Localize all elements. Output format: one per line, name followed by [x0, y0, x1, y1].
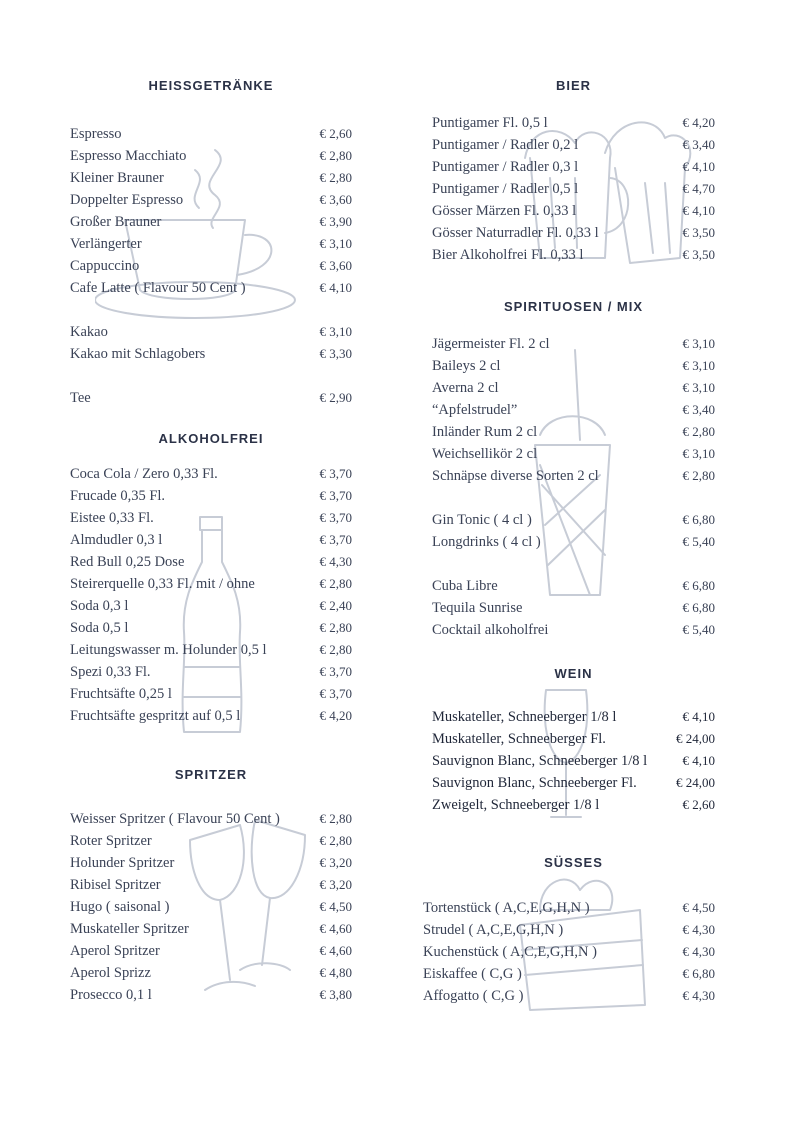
- wein-list: [432, 706, 715, 816]
- menu-item: Soda 0,3 l € 2,40: [70, 598, 352, 614]
- menu-item: Großer Brauner € 3,90: [70, 214, 352, 230]
- menu-item: Doppelter Espresso € 3,60: [70, 192, 352, 208]
- menu-item: Affogatto ( C,G ) € 4,30: [423, 988, 715, 1004]
- menu-item: Leitungswasser m. Holunder 0,5 l € 2,80: [70, 642, 352, 658]
- menu-item: Longdrinks ( 4 cl ) € 5,40: [432, 534, 715, 550]
- section-title-spritzer: SPRITZER: [174, 767, 248, 782]
- menu-item: Spezi 0,33 Fl. € 3,70: [70, 664, 352, 680]
- menu-item: “Apfelstrudel” € 3,40: [432, 402, 715, 418]
- menu-item: Prosecco 0,1 l € 3,80: [70, 987, 352, 1003]
- menu-item: Kuchenstück ( A,C,E,G,H,N ) € 4,30: [423, 944, 715, 960]
- section-title-spirituosen: SPIRITUOSEN / MIX: [503, 299, 644, 314]
- menu-item: Fruchtsäfte 0,25 l € 3,70: [70, 686, 352, 702]
- menu-item: Puntigamer Fl. 0,5 l € 4,20: [432, 115, 715, 131]
- menu-item: Kleiner Brauner € 2,80: [70, 170, 352, 186]
- menu-item: Cuba Libre € 6,80: [432, 578, 715, 594]
- menu-item: Steirerquelle 0,33 Fl. mit / ohne € 2,80: [70, 576, 352, 592]
- menu-item: Eistee 0,33 Fl. € 3,70: [70, 510, 352, 526]
- menu-item: Zweigelt, Schneeberger 1/8 l € 2,60: [432, 797, 715, 813]
- menu-item: Muskateller Spritzer € 4,60: [70, 921, 352, 937]
- spirituosen-list: [432, 333, 715, 641]
- menu-item: Cappuccino € 3,60: [70, 258, 352, 274]
- menu-item: Kakao mit Schlagobers € 3,30: [70, 346, 352, 362]
- menu-item: Tequila Sunrise € 6,80: [432, 600, 715, 616]
- menu-item: Fruchtsäfte gespritzt auf 0,5 l € 4,20: [70, 708, 352, 724]
- heissgetraenke-list: [70, 123, 352, 409]
- menu-item: Coca Cola / Zero 0,33 Fl. € 3,70: [70, 466, 352, 482]
- menu-item: Jägermeister Fl. 2 cl € 3,10: [432, 336, 715, 352]
- menu-item: Averna 2 cl € 3,10: [432, 380, 715, 396]
- bier-list: [432, 112, 715, 266]
- menu-item: Schnäpse diverse Sorten 2 cl € 2,80: [432, 468, 715, 484]
- alkoholfrei-list: [70, 463, 352, 727]
- menu-item: Ribisel Spritzer € 3,20: [70, 877, 352, 893]
- menu-item: Hugo ( saisonal ) € 4,50: [70, 899, 352, 915]
- menu-item: Weisser Spritzer ( Flavour 50 Cent ) € 2,80: [70, 811, 352, 827]
- menu-item: Gösser Naturradler Fl. 0,33 l € 3,50: [432, 225, 715, 241]
- menu-item: Puntigamer / Radler 0,5 l € 4,70: [432, 181, 715, 197]
- menu-item: Espresso Macchiato € 2,80: [70, 148, 352, 164]
- menu-item: Gin Tonic ( 4 cl ) € 6,80: [432, 512, 715, 528]
- menu-item: Roter Spritzer € 2,80: [70, 833, 352, 849]
- menu-item: Verlängerter € 3,10: [70, 236, 352, 252]
- menu-item: Aperol Spritzer € 4,60: [70, 943, 352, 959]
- menu-item: Baileys 2 cl € 3,10: [432, 358, 715, 374]
- menu-item: Aperol Sprizz € 4,80: [70, 965, 352, 981]
- menu-item: Tee € 2,90: [70, 390, 352, 406]
- menu-item: Cafe Latte ( Flavour 50 Cent ) € 4,10: [70, 280, 352, 296]
- menu-item: Weichsellikör 2 cl € 3,10: [432, 446, 715, 462]
- menu-item: Soda 0,5 l € 2,80: [70, 620, 352, 636]
- menu-item: Bier Alkoholfrei Fl. 0,33 l € 3,50: [432, 247, 715, 263]
- menu-item: Red Bull 0,25 Dose € 4,30: [70, 554, 352, 570]
- menu-item: Puntigamer / Radler 0,2 l € 3,40: [432, 137, 715, 153]
- menu-item: Tortenstück ( A,C,E,G,H,N ) € 4,50: [423, 900, 715, 916]
- menu-item: Gösser Märzen Fl. 0,33 l € 4,10: [432, 203, 715, 219]
- suesses-list: [423, 897, 715, 1007]
- menu-item: Puntigamer / Radler 0,3 l € 4,10: [432, 159, 715, 175]
- menu-item: Holunder Spritzer € 3,20: [70, 855, 352, 871]
- section-title-alkoholfrei: ALKOHOLFREI: [158, 431, 264, 446]
- menu-item: Kakao € 3,10: [70, 324, 352, 340]
- section-title-heissgetraenke: HEISSGETRÄNKE: [148, 78, 274, 93]
- menu-item: Strudel ( A,C,E,G,H,N ) € 4,30: [423, 922, 715, 938]
- menu-item: Inländer Rum 2 cl € 2,80: [432, 424, 715, 440]
- section-title-wein: WEIN: [554, 666, 593, 681]
- section-title-bier: BIER: [555, 78, 592, 93]
- section-title-suesses: SÜSSES: [544, 855, 603, 870]
- menu-item: Frucade 0,35 Fl. € 3,70: [70, 488, 352, 504]
- menu-item: Almdudler 0,3 l € 3,70: [70, 532, 352, 548]
- spritzer-list: [70, 808, 352, 1006]
- menu-item: Muskateller, Schneeberger Fl. € 24,00: [432, 731, 715, 747]
- menu-item: Cocktail alkoholfrei € 5,40: [432, 622, 715, 638]
- menu-item: Espresso € 2,60: [70, 126, 352, 142]
- menu-item: Muskateller, Schneeberger 1/8 l € 4,10: [432, 709, 715, 725]
- menu-item: Eiskaffee ( C,G ) € 6,80: [423, 966, 715, 982]
- menu-item: Sauvignon Blanc, Schneeberger Fl. € 24,00: [432, 775, 715, 791]
- menu-item: Sauvignon Blanc, Schneeberger 1/8 l € 4,10: [432, 753, 715, 769]
